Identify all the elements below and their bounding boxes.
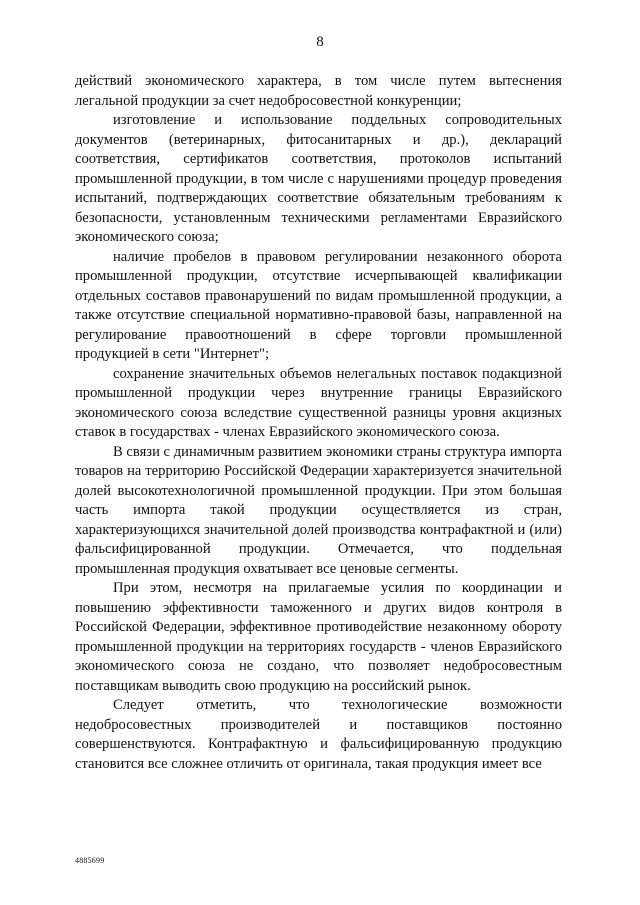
paragraph-2: изготовление и использование поддельных сопроводительных документов (ветеринарных, фитосанитарных и др.), деклараций соответствия, сертификатов соответствия, протоколов испытаний промышленной продукции, в том числе с нарушениями процедур проведения испытаний, подтверждающих соответствие обязательным требованиям к безопасности, установленным техническими регламентами Евразийского экономического союза; <box>75 112 562 245</box>
paragraph-5: В связи с динамичным развитием экономики страны структура импорта товаров на территорию Российской Федерации характеризуется значительной долей высокотехнологичной промышленной продукции. При этом большая часть импорта такой продукции осуществляется из стран, характеризующихся значительной долей производства контрафактной и (или) фальсифицированной продукции. Отмечается, что поддельная промышленная продукция охватывает все ценовые сегменты. <box>75 443 562 577</box>
document-body <box>75 72 562 774</box>
paragraph-7: Следует отметить, что технологические возможности недобросовестных производителей и поставщиков постоянно совершенствуются. Контрафактную и фальсифицированную продукцию становится все сложнее отличить от оригинала, такая продукция имеет все <box>75 697 562 772</box>
document-code: 4885699 <box>75 856 105 865</box>
paragraph-6: При этом, несмотря на прилагаемые усилия по координации и повышению эффективности таможенного и других видов контроля в Российской Федерации, эффективное противодействие незаконному обороту промышленной продукции на территориях государств - членов Евразийского экономического союза не создано, что позволяет недобросовестным поставщикам выводить свою продукцию на российский рынок. <box>75 580 562 694</box>
page-number: 8 <box>316 34 324 50</box>
paragraph-1: действий экономического характера, в том числе путем вытеснения легальной продукции за счет недобросовестной конкуренции; <box>75 73 562 109</box>
paragraph-4: сохранение значительных объемов нелегальных поставок подакцизной промышленной продукции через внутренние границы Евразийского экономического союза вследствие существенной разницы уровня акцизных ставок в государствах - членах Евразийского экономического союза. <box>75 365 562 440</box>
paragraph-3: наличие пробелов в правовом регулировании незаконного оборота промышленной продукции, отсутствие исчерпывающей квалификации отдельных составов правонарушений по видам промышленной продукции, а также отсутствие специальной нормативно-правовой базы, направленной на регулирование правоотношений в сфере торговли промышленной продукцией в сети "Интернет"; <box>75 248 562 362</box>
